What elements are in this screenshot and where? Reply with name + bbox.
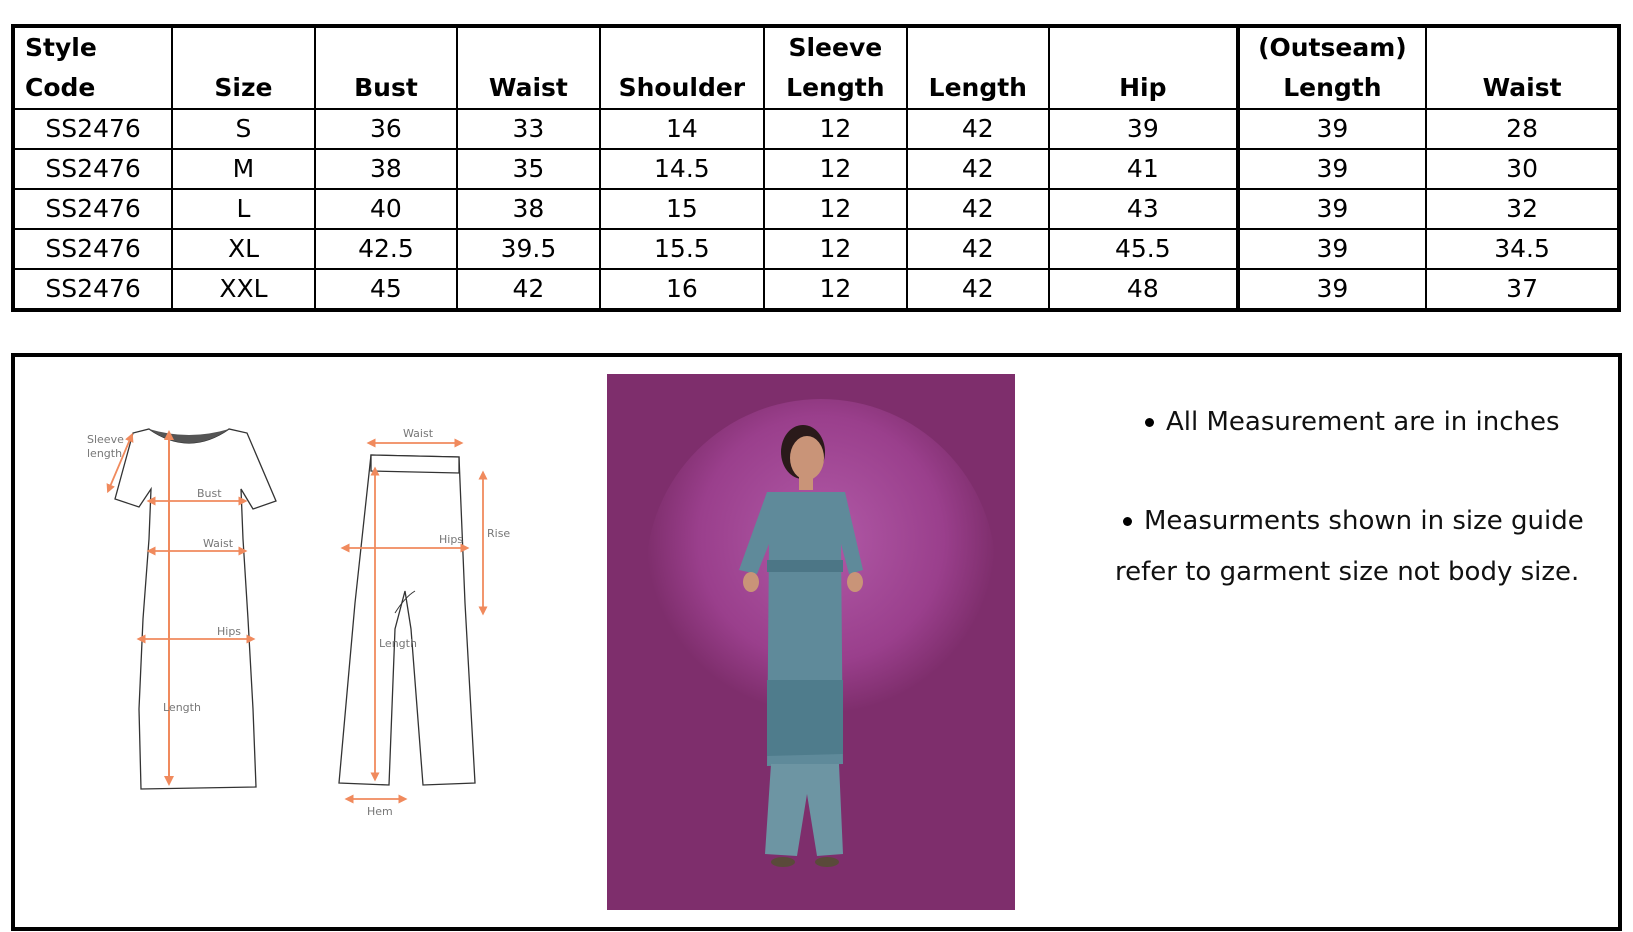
table-cell: XXL <box>172 269 314 310</box>
table-row <box>13 229 1619 269</box>
table-cell: XL <box>172 229 314 269</box>
header-sleeve-length: Sleeve Length <box>764 26 906 109</box>
table-cell: 41 <box>1049 149 1238 189</box>
size-guide-panel <box>11 353 1622 931</box>
table-cell: M <box>172 149 314 189</box>
table-cell: 36 <box>315 109 457 149</box>
table-cell: 14 <box>600 109 764 149</box>
table-cell: 38 <box>457 189 599 229</box>
table-row <box>13 149 1619 189</box>
table-cell: 12 <box>764 269 906 310</box>
table-cell: 28 <box>1426 109 1619 149</box>
table-cell: 38 <box>315 149 457 189</box>
table-cell: 42 <box>457 269 599 310</box>
bullet-icon <box>1123 517 1132 526</box>
table-header-row <box>13 26 1619 109</box>
header-length: Length <box>907 26 1049 109</box>
note-garment-size: Measurments shown in size guide refer to garment size not body size. <box>1115 506 1584 587</box>
note-units: All Measurement are in inches <box>1115 397 1585 448</box>
table-cell: 42.5 <box>315 229 457 269</box>
bullet-icon <box>1145 418 1154 427</box>
header-bust: Bust <box>315 26 457 109</box>
table-cell: 39 <box>1238 189 1427 229</box>
header-hip: Hip <box>1049 26 1238 109</box>
table-cell: 34.5 <box>1426 229 1619 269</box>
table-cell: SS2476 <box>13 149 172 189</box>
pants-measurement-diagram <box>335 413 525 833</box>
measurement-notes <box>1115 397 1585 598</box>
table-row <box>13 109 1619 149</box>
model-illustration <box>607 374 1015 910</box>
label-length: Length <box>163 701 201 714</box>
table-cell: 45.5 <box>1049 229 1238 269</box>
table-cell: 42 <box>907 229 1049 269</box>
header-style-code: Style Code <box>13 26 172 109</box>
pants-outline <box>339 455 475 785</box>
table-cell: 30 <box>1426 149 1619 189</box>
table-cell: 32 <box>1426 189 1619 229</box>
table-cell: 48 <box>1049 269 1238 310</box>
table-cell: 39 <box>1238 229 1427 269</box>
table-cell: 12 <box>764 189 906 229</box>
table-cell: 33 <box>457 109 599 149</box>
table-cell: 12 <box>764 109 906 149</box>
table-cell: 12 <box>764 149 906 189</box>
header-size: Size <box>172 26 314 109</box>
header-outseam-length: (Outseam) Length <box>1238 26 1427 109</box>
table-cell: 42 <box>907 189 1049 229</box>
label-sleeve-length: Sleeve <box>87 433 124 446</box>
table-cell: 12 <box>764 229 906 269</box>
table-cell: 42 <box>907 269 1049 310</box>
table-cell: S <box>172 109 314 149</box>
table-cell: 15 <box>600 189 764 229</box>
header-shoulder: Shoulder <box>600 26 764 109</box>
table-row <box>13 189 1619 229</box>
product-photo <box>607 374 1015 910</box>
table-cell: 39 <box>1238 109 1427 149</box>
size-chart-table <box>11 24 1621 312</box>
table-cell: SS2476 <box>13 269 172 310</box>
table-cell: 42 <box>907 109 1049 149</box>
label-pants-hem: Hem <box>367 805 393 818</box>
table-cell: 42 <box>907 149 1049 189</box>
label-pants-waist: Waist <box>403 427 434 440</box>
table-cell: 39.5 <box>457 229 599 269</box>
table-cell: 39 <box>1238 149 1427 189</box>
label-pants-hips: Hips <box>439 533 464 546</box>
table-cell: 39 <box>1238 269 1427 310</box>
table-cell: SS2476 <box>13 109 172 149</box>
table-cell: 16 <box>600 269 764 310</box>
table-cell: 37 <box>1426 269 1619 310</box>
label-pants-rise: Rise <box>487 527 511 540</box>
label-bust: Bust <box>197 487 222 500</box>
table-cell: 35 <box>457 149 599 189</box>
header-bottom-waist: Waist <box>1426 26 1619 109</box>
table-cell: SS2476 <box>13 229 172 269</box>
label-hips: Hips <box>217 625 242 638</box>
kurta-measurement-diagram <box>71 409 301 809</box>
label-sleeve-length-2: length <box>87 447 123 460</box>
kurta-outline <box>115 429 276 789</box>
pants-waistband <box>371 455 459 473</box>
table-cell: 14.5 <box>600 149 764 189</box>
header-waist: Waist <box>457 26 599 109</box>
table-cell: 43 <box>1049 189 1238 229</box>
table-row <box>13 269 1619 310</box>
label-waist: Waist <box>203 537 234 550</box>
table-cell: 45 <box>315 269 457 310</box>
table-cell: 15.5 <box>600 229 764 269</box>
table-cell: 39 <box>1049 109 1238 149</box>
table-cell: 40 <box>315 189 457 229</box>
label-pants-length: Length <box>379 637 417 650</box>
table-cell: SS2476 <box>13 189 172 229</box>
table-cell: L <box>172 189 314 229</box>
